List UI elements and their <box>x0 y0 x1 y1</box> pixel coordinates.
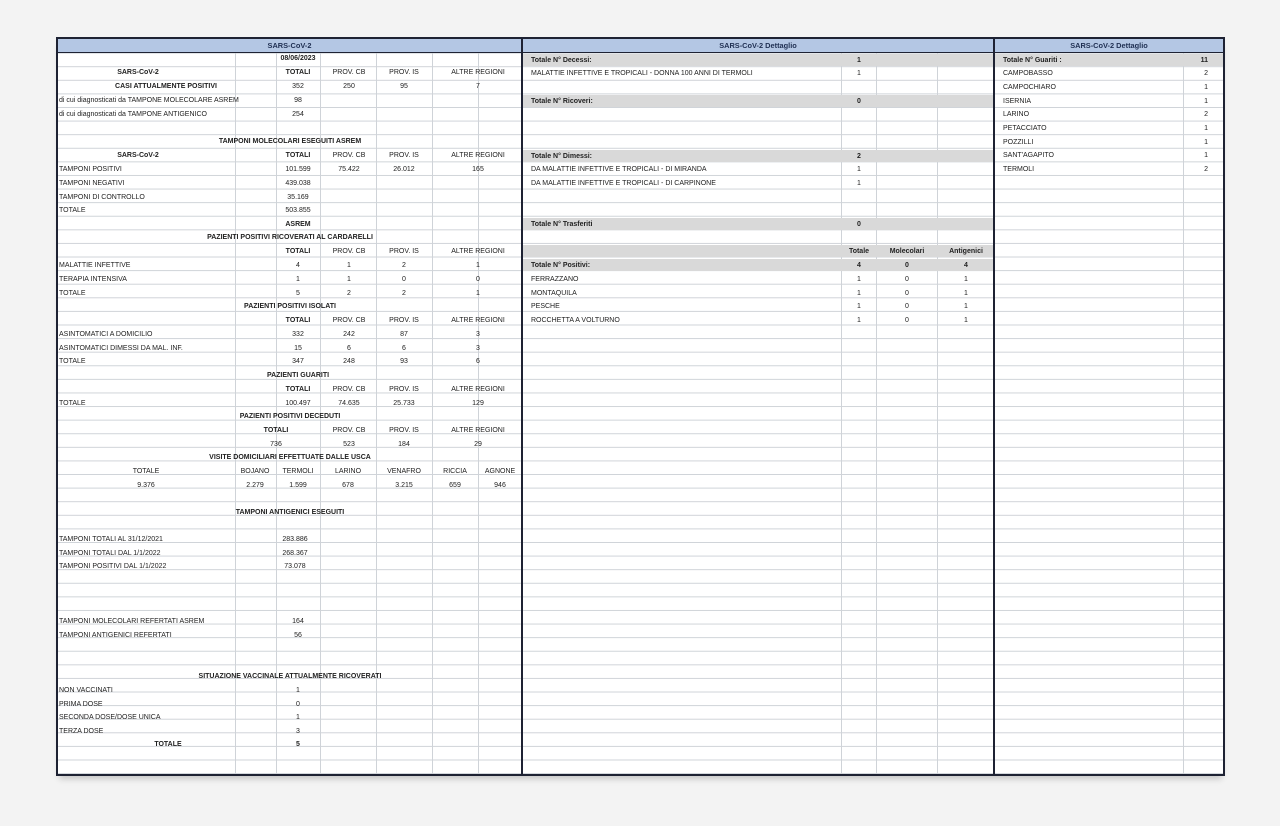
cell-value: 1 <box>1204 84 1208 91</box>
panel-header: SARS-CoV-2 Dettaglio <box>995 39 1223 53</box>
row-label: TAMPONI POSITIVI DAL 1/1/2022 <box>59 563 167 570</box>
cell-value: 1 <box>857 180 861 187</box>
cell-value: 29 <box>474 441 482 448</box>
cell-value: 736 <box>270 441 282 448</box>
cell-value: 1 <box>347 276 351 283</box>
row-label: ROCCHETTA A VOLTURNO <box>531 317 620 324</box>
col-header: AGNONE <box>484 468 516 475</box>
row-label: PETACCIATO <box>1003 125 1047 132</box>
row-label: TOTALE <box>59 400 86 407</box>
cell-value: 2 <box>1204 70 1208 77</box>
cell-value: 3 <box>476 331 480 338</box>
cell-value: 0 <box>905 290 909 297</box>
trasferiti-total: 0 <box>857 221 861 228</box>
cell-value: 73.078 <box>284 563 306 570</box>
col-header: PROV. IS <box>389 317 419 324</box>
cell-value: 503.855 <box>285 207 311 214</box>
cell-value: 184 <box>398 441 410 448</box>
col-header: PROV. CB <box>332 386 366 393</box>
cell-value: 3.215 <box>395 482 413 489</box>
col-header: ALTRE REGIONI <box>451 317 505 324</box>
cell-value: 75.422 <box>338 166 360 173</box>
cell-value: 2 <box>402 290 406 297</box>
col-header: TOTALE <box>132 468 160 475</box>
trasferiti-label: Totale N° Trasferiti <box>531 221 593 228</box>
cell-value: 523 <box>343 441 355 448</box>
row-label: TAMPONI MOLECOLARI REFERTATI ASREM <box>59 618 205 625</box>
row-label: NON VACCINATI <box>59 687 113 694</box>
cell-value: 332 <box>292 331 304 338</box>
cell-value: 0 <box>905 262 909 269</box>
col-header: TOTALI <box>285 152 311 159</box>
positivi-label: Totale N° Positivi: <box>531 262 591 269</box>
row-label: TOTALE <box>154 741 182 748</box>
panel-header: SARS-CoV-2 Dettaglio <box>523 39 993 53</box>
cell-value: 0 <box>905 303 909 310</box>
row-label: CAMPOCHIARO <box>1003 84 1056 91</box>
section-title: PAZIENTI GUARITI <box>266 372 330 379</box>
col-header: ALTRE REGIONI <box>451 152 505 159</box>
cell-value: 1 <box>964 276 968 283</box>
row-label: ISERNIA <box>1003 98 1032 105</box>
cell-value: 1 <box>1204 139 1208 146</box>
cell-value: 100.497 <box>285 400 311 407</box>
cell-value: 4 <box>857 262 861 269</box>
cell-value: 1 <box>1204 125 1208 132</box>
section-title: PAZIENTI POSITIVI ISOLATI <box>244 303 336 310</box>
guariti-label: Totale N° Guariti : <box>1003 57 1062 64</box>
cell-value: 93 <box>400 358 408 365</box>
cell-value: 5 <box>296 290 300 297</box>
cell-value: 352 <box>292 83 304 90</box>
cell-value: 6 <box>476 358 480 365</box>
spreadsheet-page <box>56 37 1225 776</box>
cell-value: 347 <box>292 358 304 365</box>
cell-value: 129 <box>472 400 484 407</box>
col-header: PROV. IS <box>389 248 419 255</box>
panel-header: SARS-CoV-2 <box>58 39 521 53</box>
col-header: ALTRE REGIONI <box>451 69 505 76</box>
col-header: Molecolari <box>889 248 925 255</box>
row-label: LARINO <box>1003 111 1030 118</box>
section-title: SITUAZIONE VACCINALE ATTUALMENTE RICOVERATI <box>198 673 382 680</box>
cell-value: 4 <box>964 262 968 269</box>
col-header: PROV. CB <box>332 69 366 76</box>
row-label: DA MALATTIE INFETTIVE E TROPICALI - DI CARPINONE <box>531 180 716 187</box>
cell-value: 1 <box>857 317 861 324</box>
row-label: CAMPOBASSO <box>1003 70 1053 77</box>
row-label: TERMOLI <box>1003 166 1035 173</box>
col-header: PROV. CB <box>332 427 366 434</box>
col-header: ALTRE REGIONI <box>451 386 505 393</box>
cell-value: 74.635 <box>338 400 360 407</box>
panel-dettaglio <box>521 37 995 776</box>
cell-value: 0 <box>905 317 909 324</box>
col-header: PROV. CB <box>332 152 366 159</box>
section-title: PAZIENTI POSITIVI DECEDUTI <box>239 413 341 420</box>
row-label: ASINTOMATICI DIMESSI DA MAL. INF. <box>59 345 183 352</box>
cell-value: 1 <box>857 70 861 77</box>
row-label: TOTALE <box>59 358 86 365</box>
cell-value: 0 <box>476 276 480 283</box>
cell-value: 248 <box>343 358 355 365</box>
row-label: ASINTOMATICI A DOMICILIO <box>59 331 153 338</box>
section-title: VISITE DOMICILIARI EFFETTUATE DALLE USCA <box>209 454 371 461</box>
row-label: POZZILLI <box>1003 139 1034 146</box>
cell-value: 4 <box>296 262 300 269</box>
report-date: 08/06/2023 <box>280 55 316 62</box>
row-label: FERRAZZANO <box>531 276 579 283</box>
col-header: VENAFRO <box>387 468 421 475</box>
cell-value: 1.599 <box>289 482 307 489</box>
cell-value: 1 <box>476 290 480 297</box>
section-title: CASI ATTUALMENTE POSITIVI <box>115 83 217 90</box>
cell-value: 1 <box>964 290 968 297</box>
col-header: PROV. IS <box>389 427 419 434</box>
guariti-total: 11 <box>1200 57 1208 64</box>
col-header: PROV. IS <box>389 69 419 76</box>
row-label: TERAPIA INTENSIVA <box>59 276 127 283</box>
cell-value: 1 <box>857 276 861 283</box>
cell-value: 0 <box>905 276 909 283</box>
cell-value: 242 <box>343 331 355 338</box>
row-label: PESCHE <box>531 303 560 310</box>
cell-value: 1 <box>857 166 861 173</box>
col-header: ALTRE REGIONI <box>451 248 505 255</box>
row-label: SARS-CoV-2 <box>117 69 159 76</box>
cell-value: 26.012 <box>393 166 415 173</box>
col-header: PROV. CB <box>332 248 366 255</box>
cell-value: 254 <box>292 111 304 118</box>
ricoveri-total: 0 <box>857 98 861 105</box>
cell-value: 9.376 <box>137 482 155 489</box>
dimessi-label: Totale N° Dimessi: <box>531 153 593 160</box>
cell-value: 95 <box>400 83 408 90</box>
cell-value: 1 <box>1204 98 1208 105</box>
cell-value: 1 <box>964 317 968 324</box>
col-header: BOJANO <box>240 468 270 475</box>
row-label: SECONDA DOSE/DOSE UNICA <box>59 714 161 721</box>
row-label: SARS-CoV-2 <box>117 152 159 159</box>
row-label: MALATTIE INFETTIVE <box>59 262 131 269</box>
cell-value: 0 <box>296 701 300 708</box>
cell-value: 1 <box>347 262 351 269</box>
section-title: TAMPONI MOLECOLARI ESEGUITI ASREM <box>218 138 362 145</box>
cell-value: 0 <box>402 276 406 283</box>
row-label: MALATTIE INFETTIVE E TROPICALI - DONNA 100 ANNI DI TERMOLI <box>531 70 753 77</box>
cell-value: 268.367 <box>282 550 308 557</box>
col-header: PROV. CB <box>332 317 366 324</box>
cell-value: 1 <box>296 714 300 721</box>
col-header: TOTALI <box>285 386 311 393</box>
cell-value: 6 <box>402 345 406 352</box>
col-header: LARINO <box>334 468 362 475</box>
cell-value: 659 <box>449 482 461 489</box>
col-header: PROV. IS <box>389 386 419 393</box>
cell-value: 101.599 <box>285 166 311 173</box>
cell-value: 2 <box>402 262 406 269</box>
cell-value: 678 <box>342 482 354 489</box>
cell-value: 2 <box>1204 166 1208 173</box>
col-header: TOTALI <box>285 317 311 324</box>
cell-value: 439.038 <box>285 180 311 187</box>
cell-value: 25.733 <box>393 400 415 407</box>
row-label: SANT'AGAPITO <box>1003 152 1054 159</box>
row-label: TAMPONI DI CONTROLLO <box>59 194 145 201</box>
cell-value: 165 <box>472 166 484 173</box>
row-label: TAMPONI ANTIGENICI REFERTATI <box>59 632 172 639</box>
row-label: di cui diagnosticati da TAMPONE ANTIGENICO <box>59 111 207 118</box>
dimessi-total: 2 <box>857 153 861 160</box>
col-header: ALTRE REGIONI <box>451 427 505 434</box>
decessi-label: Totale N° Decessi: <box>531 57 592 64</box>
cell-value: 98 <box>294 97 302 104</box>
cell-value: 2 <box>1204 111 1208 118</box>
cell-value: 6 <box>347 345 351 352</box>
cell-value: 250 <box>343 83 355 90</box>
row-label: TAMPONI TOTALI AL 31/12/2021 <box>59 536 163 543</box>
cell-value: 283.886 <box>282 536 308 543</box>
col-header: RICCIA <box>443 468 467 475</box>
cell-value: 2 <box>347 290 351 297</box>
col-header: TOTALI <box>285 69 311 76</box>
cell-value: 56 <box>294 632 302 639</box>
row-label: MONTAQUILA <box>531 290 577 297</box>
row-label: TAMPONI POSITIVI <box>59 166 122 173</box>
cell-value: 7 <box>476 83 480 90</box>
row-label: TOTALE <box>59 207 86 214</box>
section-title: TAMPONI ANTIGENICI ESEGUITI <box>235 509 345 516</box>
cell-value: 946 <box>494 482 506 489</box>
col-header: Antigenici <box>949 248 983 255</box>
cell-value: 35.169 <box>287 194 309 201</box>
cell-value: 1 <box>476 262 480 269</box>
cell-value: 164 <box>292 618 304 625</box>
col-header: TOTALI <box>285 248 311 255</box>
cell-value: 1 <box>857 290 861 297</box>
ricoveri-label: Totale N° Ricoveri: <box>531 98 593 105</box>
row-label: TAMPONI NEGATIVI <box>59 180 125 187</box>
col-header: Totale <box>848 248 870 255</box>
cell-value: 2.279 <box>246 482 264 489</box>
row-label: TERZA DOSE <box>59 728 104 735</box>
cell-value: 87 <box>400 331 408 338</box>
cell-value: 5 <box>296 741 300 748</box>
cell-value: 1 <box>857 303 861 310</box>
cell-value: 1 <box>296 687 300 694</box>
cell-value: 1 <box>1204 152 1208 159</box>
row-label: TOTALE <box>59 290 86 297</box>
panel-dettaglio-guariti <box>993 37 1225 776</box>
cell-value: 1 <box>964 303 968 310</box>
cell-value: 15 <box>294 345 302 352</box>
col-header: TOTALI <box>263 427 289 434</box>
asrem-label: ASREM <box>285 221 311 228</box>
cell-value: 3 <box>476 345 480 352</box>
col-header: TERMOLI <box>282 468 314 475</box>
section-title: PAZIENTI POSITIVI RICOVERATI AL CARDARELLI <box>207 234 373 241</box>
row-label: DA MALATTIE INFETTIVE E TROPICALI - DI MIRANDA <box>531 166 707 173</box>
row-label: TAMPONI TOTALI DAL 1/1/2022 <box>59 550 161 557</box>
col-header: PROV. IS <box>389 152 419 159</box>
panel-sars-cov-2 <box>56 37 523 776</box>
row-label: PRIMA DOSE <box>59 701 103 708</box>
cell-value: 1 <box>296 276 300 283</box>
cell-value: 3 <box>296 728 300 735</box>
row-label: di cui diagnosticati da TAMPONE MOLECOLARE ASREM <box>59 97 239 104</box>
decessi-total: 1 <box>857 57 861 64</box>
